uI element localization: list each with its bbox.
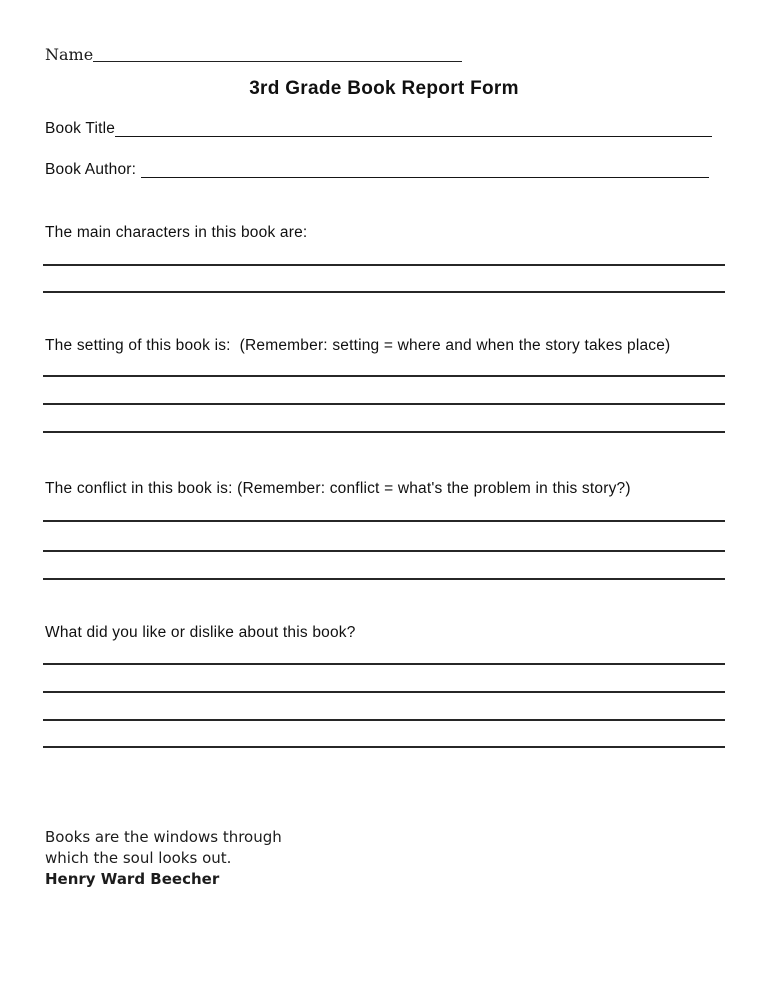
book-title-label: Book Title [45,120,116,137]
answer-line [43,550,725,552]
book-author-label: Book Author: [45,161,141,178]
answer-line [43,375,725,377]
book-title-blank-line [115,136,712,137]
answer-line [43,431,725,433]
answer-line [43,520,725,522]
quote-line-2: which the soul looks out. [45,849,232,867]
like-dislike-prompt: What did you like or dislike about this book? [45,624,356,641]
answer-line [43,264,725,266]
answer-line [43,291,725,293]
answer-line [43,691,725,693]
book-author-field-row [45,161,709,179]
answer-line [43,403,725,405]
quote-author: Henry Ward Beecher [45,870,220,888]
characters-prompt: The main characters in this book are: [45,224,308,241]
footer-quote [45,827,282,890]
page-title: 3rd Grade Book Report Form [249,78,519,99]
name-blank-line [93,61,462,62]
setting-prompt: The setting of this book is: (Remember: setting = where and when the story takes place) [45,337,671,354]
answer-line [43,719,725,721]
quote-line-1: Books are the windows through [45,828,282,846]
book-author-blank-line [141,177,709,178]
answer-line [43,663,725,665]
name-field-row [45,45,462,64]
name-label: Name [45,45,94,64]
conflict-prompt: The conflict in this book is: (Remember: conflict = what's the problem in this story?) [45,480,631,497]
answer-line [43,578,725,580]
answer-line [43,746,725,748]
book-title-field-row [45,120,712,138]
